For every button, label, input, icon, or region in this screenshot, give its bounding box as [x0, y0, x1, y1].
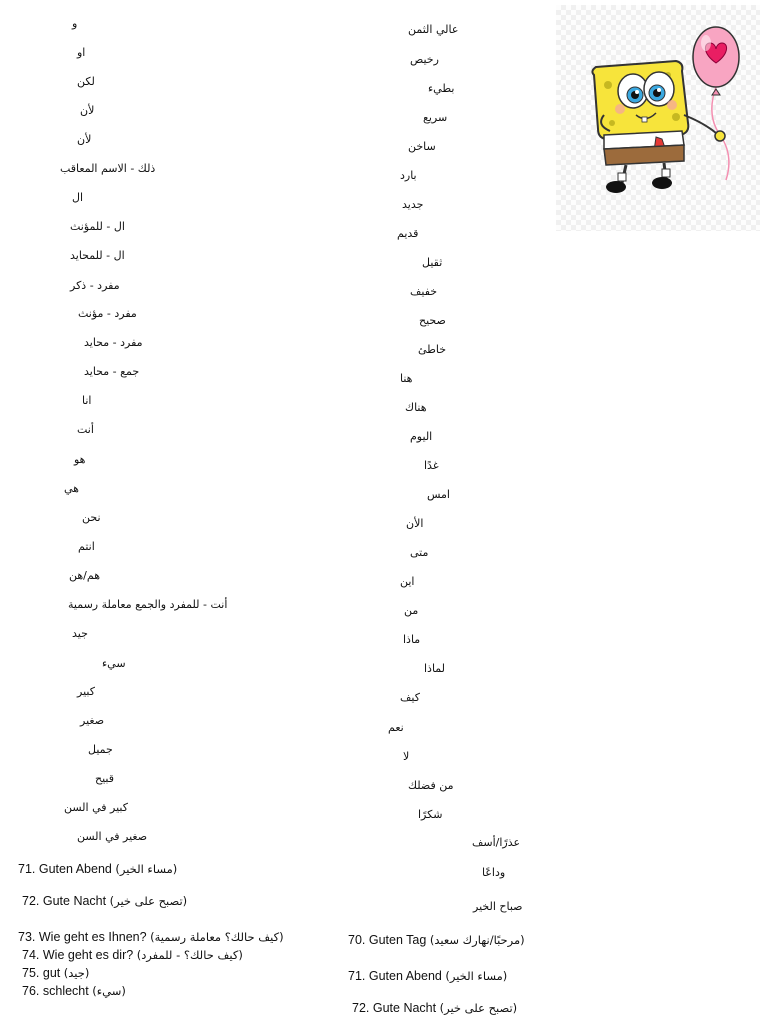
phrase-line: [22, 893, 187, 909]
vocab-item: ساخن: [408, 140, 436, 153]
vocab-item: رخيص: [410, 53, 439, 66]
spongebob-balloon-icon: [556, 5, 760, 231]
vocab-item: نعم: [388, 721, 404, 734]
vocab-item: لا: [403, 750, 410, 763]
vocab-item: جديد: [402, 198, 424, 211]
vocab-item: لأن: [80, 104, 95, 117]
vocab-item: عالي الثمن: [408, 23, 459, 36]
vocab-item: كبير في السن: [64, 801, 128, 814]
vocab-item: صباح الخير: [473, 900, 523, 913]
vocab-item: صحيح: [419, 314, 446, 327]
vocab-item: قديم: [397, 227, 419, 240]
phrase-translation: (تصبح على خير): [439, 1001, 518, 1015]
phrase-number: 72.: [22, 894, 40, 908]
phrase-number: 71.: [348, 969, 366, 983]
phrase-german: gut: [42, 966, 61, 980]
phrase-german: Wie geht es Ihnen?: [38, 930, 147, 944]
vocab-item: ال: [72, 191, 84, 204]
phrase-german: Guten Abend: [368, 969, 442, 983]
vocab-item: جميل: [88, 743, 113, 756]
vocab-item: اليوم: [410, 430, 433, 443]
vocab-item: سيء: [102, 657, 126, 670]
vocab-item: لأن: [77, 133, 92, 146]
vocab-item: عذرًا/أسف: [472, 836, 521, 849]
phrase-line: [348, 968, 507, 984]
phrase-german: schlecht: [42, 984, 89, 998]
vocab-item: هي: [64, 482, 79, 495]
vocab-item: لماذا: [424, 662, 446, 675]
vocab-item: و: [72, 17, 78, 30]
phrase-german: Guten Tag: [368, 933, 427, 947]
vocab-item: نحن: [82, 511, 101, 524]
vocab-item: بارد: [400, 169, 417, 182]
phrase-line: [18, 861, 177, 877]
vocab-item: الأن: [406, 517, 424, 530]
vocab-item: وداعًا: [482, 866, 506, 879]
phrase-line: [22, 983, 126, 999]
phrase-translation: (كيف حالك؟ - للمفرد): [136, 948, 243, 962]
vocab-item: ثقيل: [422, 256, 443, 269]
phrase-number: 72.: [352, 1001, 370, 1015]
phrase-line: [22, 965, 89, 981]
vocab-item: ال - للمحايد: [70, 249, 125, 262]
vocab-item: خاطئ: [418, 343, 447, 356]
vocab-item: غدًا: [424, 459, 439, 472]
vocab-item: هناك: [405, 401, 427, 414]
vocab-item: كبير: [77, 685, 95, 698]
vocab-item: انا: [82, 394, 92, 407]
phrase-line: [348, 932, 525, 948]
phrase-line: [22, 947, 243, 963]
vocab-item: او: [77, 46, 86, 59]
vocab-item: أنت: [77, 423, 94, 436]
vocab-item: انتم: [78, 540, 95, 553]
vocab-item: اين: [400, 575, 415, 588]
vocab-item: بطيء: [428, 82, 455, 95]
vocab-item: من: [404, 604, 419, 617]
vocab-item: ذلك - الاسم المعاقب: [60, 162, 156, 175]
vocab-item: ال - للمؤنث: [70, 220, 125, 233]
vocab-item: مفرد - مؤنث: [78, 307, 137, 320]
phrase-german: Gute Nacht: [42, 894, 107, 908]
vocab-item: شكرًا: [418, 808, 443, 821]
vocab-item: ماذا: [403, 633, 421, 646]
vocab-item: كيف: [400, 691, 420, 704]
vocab-item: جمع - محايد: [84, 365, 140, 378]
phrase-line: [352, 1000, 517, 1016]
vocab-item: من فضلك: [408, 779, 454, 792]
phrase-german: Gute Nacht: [372, 1001, 437, 1015]
phrase-translation: (تصبح على خير): [109, 894, 188, 908]
phrase-number: 75.: [22, 966, 40, 980]
phrase-translation: (مرحبًا/نهارك سعيد): [429, 933, 525, 947]
vocab-item: مفرد - محايد: [84, 336, 143, 349]
phrase-number: 73.: [18, 930, 36, 944]
vocab-item: امس: [427, 488, 450, 501]
vocab-item: خفيف: [410, 285, 438, 298]
phrase-number: 71.: [18, 862, 36, 876]
vocab-item: جيد: [72, 627, 88, 640]
vocab-item: هنا: [400, 372, 413, 385]
vocab-item: لكن: [77, 75, 95, 88]
cartoon-illustration: [556, 5, 760, 231]
phrase-german: Wie geht es dir?: [42, 948, 134, 962]
vocab-item: هم/هن: [69, 569, 101, 582]
phrase-number: 76.: [22, 984, 40, 998]
phrase-translation: (كيف حالك؟ معاملة رسمية): [150, 930, 284, 944]
phrase-number: 74.: [22, 948, 40, 962]
vocab-item: متى: [410, 546, 429, 559]
vocab-item: صغير في السن: [77, 830, 148, 843]
vocab-item: سريع: [423, 111, 448, 124]
phrase-translation: (مساء الخير): [445, 969, 508, 983]
vocab-item: هو: [74, 453, 86, 466]
phrase-line: [18, 929, 284, 945]
vocab-item: صغير: [80, 714, 105, 727]
vocab-item: مفرد - ذكر: [70, 279, 120, 292]
phrase-translation: (سيء): [92, 984, 126, 998]
vocab-item: أنت - للمفرد والجمع معاملة رسمية: [68, 598, 228, 611]
phrase-translation: (جيد): [63, 966, 90, 980]
phrase-number: 70.: [348, 933, 366, 947]
vocab-item: قبيح: [95, 772, 114, 785]
phrase-german: Guten Abend: [38, 862, 112, 876]
phrase-translation: (مساء الخير): [115, 862, 178, 876]
